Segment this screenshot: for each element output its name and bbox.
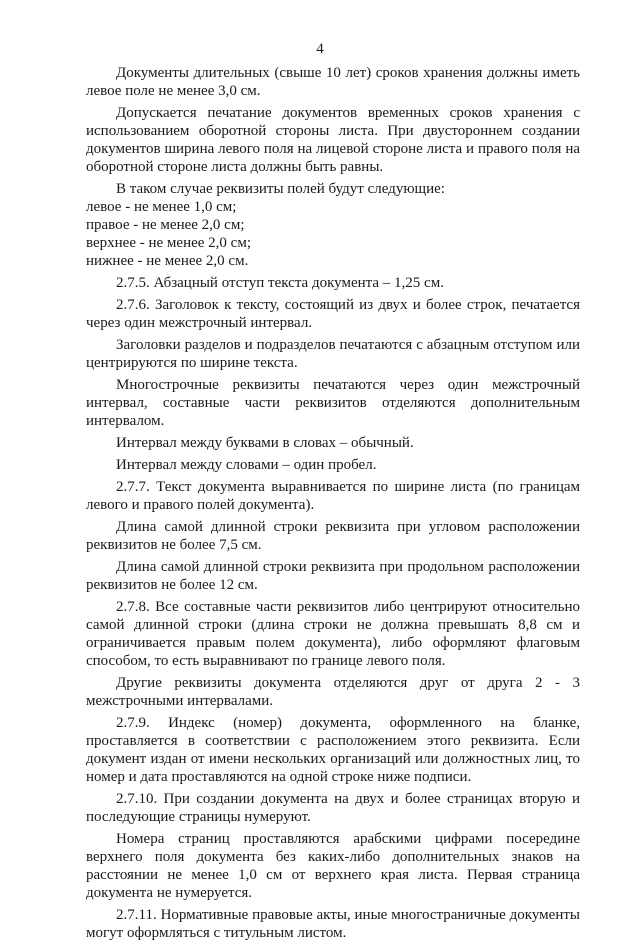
paragraph-2-7-5: 2.7.5. Абзацный отступ текста документа – 1,25 см. — [116, 275, 444, 291]
paragraph-letter-spacing: Интервал между буквами в словах – обычный. — [116, 435, 414, 451]
paragraph-long-term-margin: Документы длительных (свыше 10 лет) сроков хранения должны иметь левое поле не менее 3,0 см. — [86, 65, 580, 99]
paragraph-other-requisites: Другие реквизиты документа отделяются друг от друга 2 - 3 межстрочными интервалами. — [86, 675, 580, 709]
margin-right-line: правое - не менее 2,0 см; — [86, 217, 245, 233]
paragraph-2-7-9: 2.7.9. Индекс (номер) документа, оформленного на бланке, проставляется в соответствии с расположением этого реквизита. Если документ издан от имени нескольких организаций или должностных лиц, то номер и дата проставляются на одной строке ниже подписи. — [86, 715, 580, 785]
margin-left-line: левое - не менее 1,0 см; — [86, 199, 237, 215]
paragraph-2-7-8: 2.7.8. Все составные части реквизитов либо центрируют относительно самой длинной строки (длина строки не должна превышать 8,8 см и ограничивается правым полем документа), либо оформляют флаговым способом, то есть выравнивают по границе левого поля. — [86, 599, 580, 669]
paragraph-2-7-6: 2.7.6. Заголовок к тексту, состоящий из двух и более строк, печатается через один межстрочный интервал. — [86, 297, 580, 331]
paragraph-2-7-11: 2.7.11. Нормативные правовые акты, иные многостраничные документы могут оформляться с титульным листом. — [86, 907, 580, 941]
paragraph-margins-intro: В таком случае реквизиты полей будут следующие: — [116, 181, 445, 197]
paragraph-2-7-10: 2.7.10. При создании документа на двух и более страницах вторую и последующие страницы нумеруют. — [86, 791, 580, 825]
paragraph-word-spacing: Интервал между словами – один пробел. — [116, 457, 377, 473]
document-body — [86, 64, 580, 942]
paragraph-section-headings: Заголовки разделов и подразделов печатаются с абзацным отступом или центрируются по ширине текста. — [86, 337, 580, 371]
margin-top-line: верхнее - не менее 2,0 см; — [86, 235, 251, 251]
page-number: 4 — [316, 41, 324, 57]
paragraph-double-sided: Допускается печатание документов временных сроков хранения с использованием оборотной стороны листа. При двустороннем создании документов ширина левого поля на лицевой стороне листа и правого поля на оборотной стороне листа должны быть равны. — [86, 105, 580, 175]
paragraph-2-7-7: 2.7.7. Текст документа выравнивается по ширине листа (по границам левого и правого полей документа). — [86, 479, 580, 513]
margin-bottom-line: нижнее - не менее 2,0 см. — [86, 253, 249, 269]
paragraph-multiline-requisites: Многострочные реквизиты печатаются через один межстрочный интервал, составные части реквизитов отделяются дополнительным интервалом. — [86, 377, 580, 429]
paragraph-page-numbers: Номера страниц проставляются арабскими цифрами посередине верхнего поля документа без каких-либо дополнительных знаков на расстоянии не менее 1,0 см от верхнего края листа. Первая страница документа не нумеруется. — [86, 831, 580, 901]
paragraph-corner-layout: Длина самой длинной строки реквизита при угловом расположении реквизитов не более 7,5 см. — [86, 519, 580, 553]
paragraph-longitudinal-layout: Длина самой длинной строки реквизита при продольном расположении реквизитов не более 12 см. — [86, 559, 580, 593]
